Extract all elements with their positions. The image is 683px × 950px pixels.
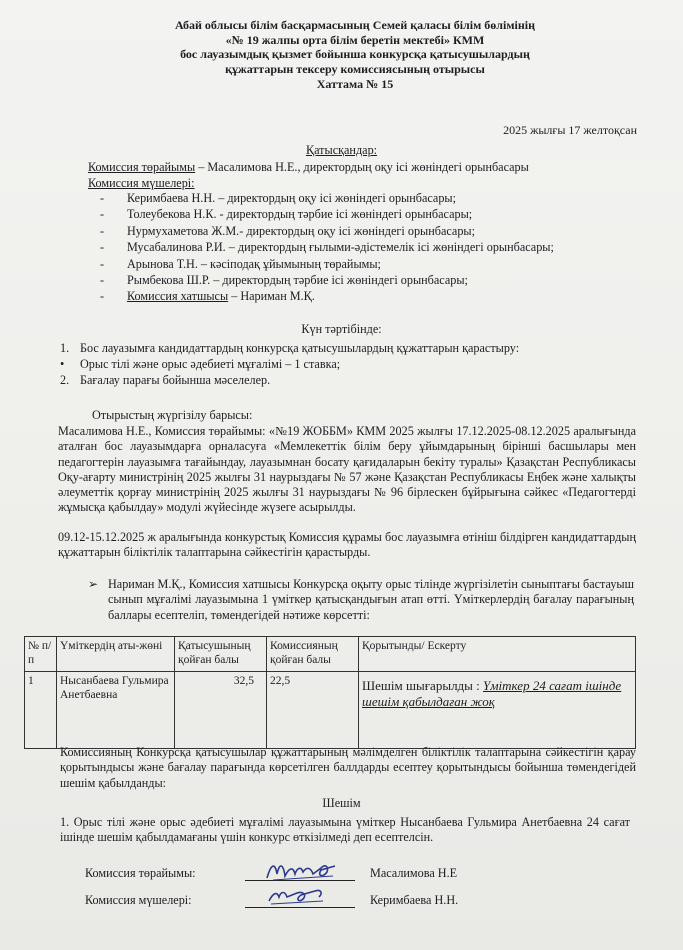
progress-paragraph-2: 09.12-15.12.2025 ж аралығында конкурстық Комиссия құрамы бос лауазымға өтініш білдірген кандидаттардың құжаттарын біліктілік талаптарына сәйкестігін қарастырды. — [58, 530, 636, 560]
signature-row-member — [85, 893, 605, 917]
document-header — [120, 18, 590, 91]
handwritten-signature-icon — [263, 885, 333, 909]
col-header-result: Қорытынды/ Ескерту — [359, 637, 636, 672]
member-item: - Арынова Т.Н. – кәсіподақ ұйымының төрайымы; — [100, 256, 381, 271]
arrow-bullet-icon: ➢ — [88, 577, 99, 591]
header-line-1: Абай облысы білім басқармасының Семей қаласы білім бөлімінің — [174, 18, 536, 32]
chair-line — [88, 160, 529, 175]
members-label: Комиссия мүшелері: — [88, 176, 195, 190]
signature-role: Комиссия мүшелері: — [85, 893, 192, 907]
participants-title: Қатысқандар: — [305, 143, 378, 157]
decision-text: 1. Орыс тілі және орыс әдебиеті мұғалімі лауазымына үміткер Нысанбаева Гульмира Анетбаевна 24 сағат ішінде шешім қабылдамағаны үшін конкурс өткізілмеді деп есептелсін. — [60, 815, 630, 845]
secretary-text: – Нариман М.Қ. — [228, 289, 315, 304]
agenda-list — [60, 341, 519, 389]
cell-participant-score: 32,5 — [175, 672, 267, 749]
col-header-name: Үміткердің аты-жөні — [57, 637, 175, 672]
agenda-item: • Орыс тілі және орыс әдебиеті мұғалімі – 1 ставка; — [60, 357, 341, 371]
signature-name: Керимбаева Н.Н. — [370, 893, 459, 907]
member-item: - Рымбекова Ш.Р. – директордың тәрбие ісі жөніндегі орынбасары; — [100, 272, 468, 287]
members-list — [100, 191, 554, 306]
agenda-item: 2. Бағалау парағы бойынша мәселелер. — [60, 373, 271, 387]
agenda-item: 1. Бос лауазымға кандидаттардың конкурсқа қатысушылардың құжаттарын қарастыру: — [60, 341, 520, 355]
results-table — [24, 636, 636, 749]
secretary-label: Комиссия хатшысы — [127, 289, 229, 304]
member-item: - Нурмухаметова Ж.М.- директордың оқу ісі жөніндегі орынбасары; — [100, 223, 475, 238]
secretary-report — [88, 577, 634, 623]
col-header-participant-score: Қатысушының қойған балы — [175, 637, 267, 672]
signature-row-chair — [85, 866, 605, 890]
member-item: - Толеубекова Н.К. - директордың тәрбие ісі жөніндегі орынбасары; — [100, 207, 473, 222]
col-header-num: № п/п — [25, 637, 57, 672]
table-header-row — [25, 637, 636, 672]
secretary-report-text: Нариман М.Қ., Комиссия хатшысы Конкурсқа оқыту орыс тілінде жүргізілетін сыныптағы бастауыш сынып мұғалімі лауазымына 1 үміткер қатысқандығын атап өтті. Үміткерлердің бағалау парағының баллары есептеліп, төмендегідей нәтиже көрсетті: — [108, 577, 634, 622]
header-line-4: құжаттарын тексеру комиссиясының отырысы — [225, 61, 485, 76]
progress-paragraph-1: Масалимова Н.Е., Комиссия төрайымы: «№19 ЖОББМ» КММ 2025 жылғы 17.12.2025-08.12.2025 аралығында аталған бос лауазымдарға орналасуға «Мемлекеттік білім беру ұйымдарының бірінші басшылары мен педагогтерін лауазымға тағайындау, лауазымнан босату қағидаларын бекіту туралы» Қазақстан Республикасы Оқу-ағарту министрінің 2025 жылғы 31 наурыздағы № 57 және Қазақстан Республикасы Еңбек және халықты әлеуметтік қорғау министрінің 2025 жылғы 31 наурыздағы № 96 бірлескен бұйрығына сәйкес «Педагогтерді жұмысқа қабылдау» модулі жүйесінде жүзеге асырылды. — [58, 424, 636, 515]
signature-name: Масалимова Н.Е — [370, 866, 458, 880]
handwritten-signature-icon — [263, 858, 343, 884]
after-table-paragraph: Комиссияның Конкурсқа қатысушылар құжаттарының мәлімделген біліктілік талаптарына сәйкестігін қарау қорытындысы және бағалау парағында көрсетілген баллдарды есептеу қорытындысы бойынша төмендегідей шешім қабылданды: — [60, 745, 636, 790]
secretary-item: - Комиссия хатшысы – Нариман М.Қ. — [100, 289, 315, 304]
member-item: - Мусабалинова Р.И. – директордың ғылыми-әдістемелік ісі жөніндегі орынбасары; — [100, 240, 554, 255]
header-line-2: «№ 19 жалпы орта білім беретін мектебі» КММ — [225, 32, 485, 47]
table-row — [25, 672, 636, 749]
cell-num: 1 — [25, 672, 57, 749]
chair-label: Комиссия төрайымы — [88, 160, 196, 174]
result-note: Үміткер 24 сағат ішінде шешім қабылдаған жоқ — [362, 678, 622, 709]
header-line-3: бос лауазымдық қызмет бойынша конкурсқа қатысушылардың — [180, 47, 530, 62]
document-date: 2025 жылғы 17 желтоқсан — [503, 123, 637, 137]
cell-commission-score: 22,5 — [267, 672, 359, 749]
chair-text: – Масалимова Н.Е., директордың оқу ісі жөніндегі орынбасары — [195, 160, 529, 174]
cell-name: Нысанбаева Гульмира Анетбаевна — [57, 672, 175, 749]
result-prefix: Шешім шығарылды : — [362, 678, 480, 693]
progress-title: Отырыстың жүргізілу барысы: — [92, 408, 253, 422]
signature-role: Комиссия төрайымы: — [85, 866, 196, 880]
member-item: - Керимбаева Н.Н. – директордың оқу ісі жөніндегі орынбасары; — [100, 191, 457, 205]
protocol-number: Хаттама № 15 — [316, 76, 394, 91]
col-header-commission-score: Комиссияның қойған балы — [267, 637, 359, 672]
agenda-title: Күн тәртібінде: — [301, 322, 382, 336]
decision-title: Шешім — [322, 796, 361, 810]
cell-result — [359, 672, 636, 749]
